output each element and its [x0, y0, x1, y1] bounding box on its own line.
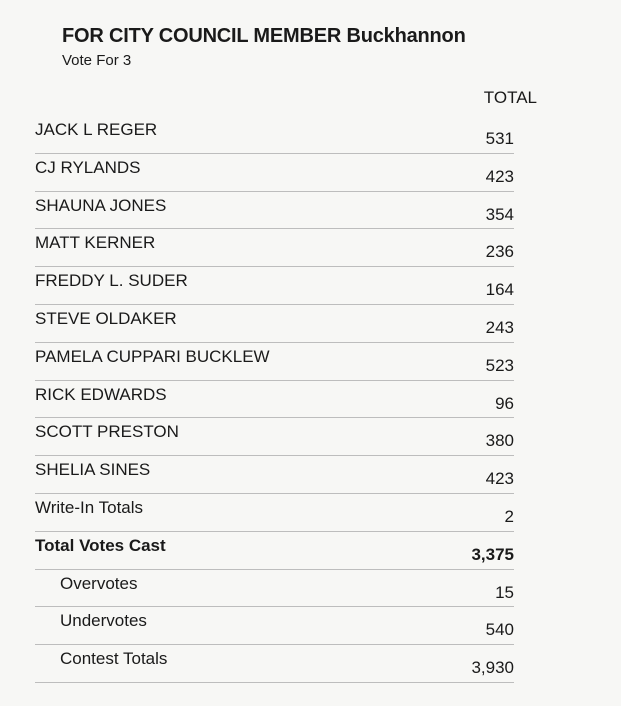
undervotes-label: Undervotes [60, 611, 147, 631]
overvotes-value: 15 [495, 582, 514, 602]
candidate-total: 236 [485, 242, 514, 262]
write-in-row [35, 494, 514, 532]
candidate-row [35, 305, 514, 343]
total-votes-cast-value: 3,375 [471, 544, 514, 564]
candidate-total: 523 [485, 355, 514, 375]
candidate-row [35, 343, 514, 381]
candidate-name: JACK L REGER [35, 120, 158, 139]
candidate-row [35, 456, 514, 494]
candidate-total: 354 [485, 204, 514, 224]
total-column-header: TOTAL [483, 88, 537, 107]
undervotes-row [35, 607, 514, 645]
candidate-total: 164 [485, 280, 514, 300]
candidate-name: SHAUNA JONES [35, 195, 167, 215]
candidate-total: 423 [485, 469, 514, 489]
overvotes-row [35, 570, 514, 608]
candidate-row [35, 267, 514, 305]
undervotes-value: 540 [485, 620, 514, 640]
candidate-total: 531 [485, 129, 514, 148]
candidate-name: SHELIA SINES [35, 460, 151, 480]
candidate-name: SCOTT PRESTON [35, 422, 179, 442]
candidate-total: 96 [495, 393, 514, 413]
candidate-row [35, 229, 514, 267]
candidate-row [35, 116, 514, 154]
contest-totals-value: 3,930 [471, 658, 514, 678]
write-in-label: Write-In Totals [35, 497, 144, 517]
candidate-name: STEVE OLDAKER [35, 308, 177, 328]
total-votes-cast-label: Total Votes Cast [35, 535, 166, 555]
overvotes-label: Overvotes [60, 573, 138, 593]
candidate-name: FREDDY L. SUDER [35, 271, 188, 291]
candidate-total: 423 [485, 166, 514, 186]
candidate-row [35, 418, 514, 456]
vote-for-label: Vote For 3 [62, 52, 132, 69]
total-votes-cast-row [35, 532, 514, 570]
candidate-name: RICK EDWARDS [35, 384, 167, 404]
candidate-row [35, 381, 514, 419]
candidate-total: 243 [485, 317, 514, 337]
candidate-name: MATT KERNER [35, 233, 156, 253]
candidate-row [35, 192, 514, 230]
contest-totals-row [35, 645, 514, 683]
write-in-total: 2 [504, 506, 514, 526]
candidate-name: PAMELA CUPPARI BUCKLEW [35, 346, 270, 366]
candidate-total: 380 [485, 431, 514, 451]
contest-totals-label: Contest Totals [60, 649, 168, 669]
contest-title: FOR CITY COUNCIL MEMBER Buckhannon [62, 25, 466, 47]
candidate-row [35, 154, 514, 192]
results-table [35, 116, 514, 683]
candidate-name: CJ RYLANDS [35, 157, 141, 177]
